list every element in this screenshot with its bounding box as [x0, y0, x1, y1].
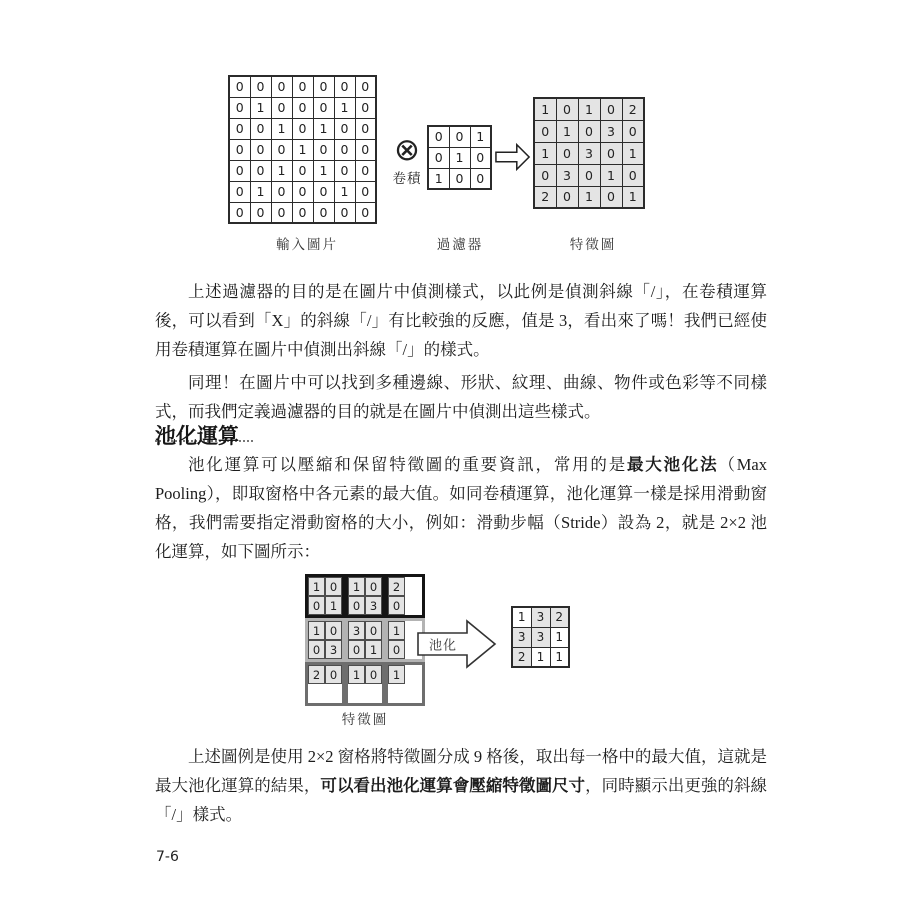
- grid-cell: 0: [388, 640, 405, 659]
- grid-cell: 3: [600, 120, 622, 142]
- grid-cell: 0: [229, 76, 250, 97]
- grid-cell: 1: [388, 665, 405, 684]
- grid-cell: 1: [250, 97, 271, 118]
- pooling-window: [305, 618, 345, 662]
- padding-cell: [365, 684, 382, 703]
- grid-row: [534, 120, 644, 142]
- grid-cell: 0: [355, 160, 376, 181]
- grid-row: [512, 607, 569, 627]
- grid-cell: 1: [348, 665, 365, 684]
- grid-row: [534, 142, 644, 164]
- grid-cell: 0: [556, 142, 578, 164]
- grid-cell: 0: [449, 126, 470, 147]
- grid-row: [229, 202, 376, 223]
- padding-cell: [348, 684, 365, 703]
- grid-cell: 1: [334, 181, 355, 202]
- pooling-intro-text: 池化運算可以壓縮和保留特徵圖的重要資訊，常用的是: [188, 455, 627, 474]
- grid-cell: 1: [534, 98, 556, 120]
- grid-cell: 1: [534, 142, 556, 164]
- grid-cell: 0: [325, 665, 342, 684]
- grid-cell: 2: [388, 577, 405, 596]
- padding-cell: [308, 684, 325, 703]
- grid-cell: 0: [348, 596, 365, 615]
- convolution-operator: [389, 132, 425, 187]
- padding-cell: [325, 684, 342, 703]
- grid-cell: 0: [325, 577, 342, 596]
- grid-cell: 0: [578, 120, 600, 142]
- grid-cell: 0: [292, 76, 313, 97]
- grid-cell: 1: [550, 627, 569, 647]
- grid-cell: 0: [355, 181, 376, 202]
- grid-cell: 0: [348, 640, 365, 659]
- grid-cell: 0: [449, 168, 470, 189]
- grid-cell: 0: [250, 160, 271, 181]
- pooling-result-text-cont: ，同時顯示出更強的斜線「/」樣式。: [155, 776, 768, 824]
- section-title-pooling: 池化運算: [155, 436, 253, 442]
- grid-cell: 0: [229, 160, 250, 181]
- grid-cell: 0: [600, 98, 622, 120]
- grid-row: [229, 76, 376, 97]
- grid-cell: 0: [470, 168, 491, 189]
- pooling-diagram: [155, 574, 767, 726]
- grid-cell: 0: [556, 98, 578, 120]
- grid-cell: 0: [229, 139, 250, 160]
- grid-cell: 0: [292, 181, 313, 202]
- input-image-label: 輸入圖片: [276, 237, 338, 253]
- grid-cell: 3: [348, 621, 365, 640]
- convolution-diagram: [155, 75, 767, 255]
- grid-cell: 0: [229, 118, 250, 139]
- grid-cell: 0: [355, 139, 376, 160]
- pooling-window: [305, 662, 345, 706]
- grid-cell: 1: [512, 607, 531, 627]
- grid-cell: 0: [313, 97, 334, 118]
- grid-cell: 0: [271, 97, 292, 118]
- section-heading-row: [155, 424, 767, 448]
- grid-cell: 0: [334, 202, 355, 223]
- grid-cell: 0: [271, 202, 292, 223]
- grid-cell: 0: [292, 118, 313, 139]
- grid-cell: 3: [556, 164, 578, 186]
- grid-cell: 0: [250, 118, 271, 139]
- grid-cell: 0: [355, 118, 376, 139]
- grid-cell: 1: [470, 126, 491, 147]
- grid-cell: 1: [348, 577, 365, 596]
- grid-cell: 0: [365, 621, 382, 640]
- pooled-result-grid: [511, 606, 570, 668]
- convolution-operator-label: 卷積: [392, 171, 422, 187]
- feature-map-window-blocks: [305, 574, 425, 706]
- grid-cell: 0: [355, 97, 376, 118]
- grid-cell: 3: [531, 607, 550, 627]
- pooling-result-text: 上述圖例是使用 2×2 窗格將特徵圖分成 9 格後，取出每一格中的最大值，這就是最大池化運算的結果，: [155, 747, 767, 795]
- grid-cell: 1: [600, 164, 622, 186]
- grid-cell: 1: [449, 147, 470, 168]
- grid-cell: 0: [600, 186, 622, 208]
- grid-row: [534, 164, 644, 186]
- grid-cell: 0: [334, 160, 355, 181]
- grid-cell: 0: [428, 126, 449, 147]
- grid-cell: 0: [365, 665, 382, 684]
- grid-cell: 0: [271, 139, 292, 160]
- grid-cell: 0: [271, 76, 292, 97]
- grid-cell: 0: [334, 139, 355, 160]
- grid-cell: 1: [334, 97, 355, 118]
- grid-cell: 0: [355, 202, 376, 223]
- grid-cell: 0: [292, 97, 313, 118]
- grid-cell: 0: [388, 596, 405, 615]
- grid-row: [428, 168, 491, 189]
- right-arrow-icon: [495, 142, 531, 172]
- grid-cell: 0: [334, 118, 355, 139]
- grid-cell: 1: [308, 577, 325, 596]
- grid-cell: 1: [308, 621, 325, 640]
- feature-map-grid: [533, 97, 645, 209]
- pooling-arrow-label: 池化: [428, 638, 457, 654]
- grid-cell: 1: [313, 160, 334, 181]
- grid-cell: 0: [250, 139, 271, 160]
- grid-row: [534, 98, 644, 120]
- grid-cell: 2: [534, 186, 556, 208]
- filter-label: 過濾器: [436, 237, 484, 253]
- pooling-window: [305, 574, 345, 618]
- grid-cell: 1: [388, 621, 405, 640]
- grid-cell: 1: [531, 647, 550, 667]
- paragraph-pooling-intro: [155, 450, 767, 566]
- grid-cell: 0: [355, 76, 376, 97]
- grid-cell: 1: [556, 120, 578, 142]
- grid-cell: 0: [292, 202, 313, 223]
- grid-cell: 2: [308, 665, 325, 684]
- grid-row: [534, 186, 644, 208]
- page-content: [155, 0, 767, 829]
- input-image-grid: [228, 75, 377, 224]
- padding-cell: [405, 596, 422, 615]
- pooling-window: [345, 618, 385, 662]
- paragraph-convolution-result: 上述過濾器的目的是在圖片中偵測樣式，以此例是偵測斜線「/」，在卷積運算後，可以看到「X」的斜線「/」有比較強的反應，值是 3，看出來了嗎！我們已經使用卷積運算在圖片中偵測出斜線「/」的樣式。: [155, 282, 767, 359]
- pooling-compress-bold: 可以看出池化運算會壓縮特徵圖尺寸: [320, 776, 586, 795]
- grid-cell: 0: [325, 621, 342, 640]
- grid-cell: 0: [229, 181, 250, 202]
- padding-cell: [388, 684, 405, 703]
- grid-cell: 1: [271, 160, 292, 181]
- grid-cell: 3: [325, 640, 342, 659]
- grid-cell: 0: [428, 147, 449, 168]
- grid-cell: 3: [365, 596, 382, 615]
- grid-cell: 0: [308, 596, 325, 615]
- grid-row: [512, 647, 569, 667]
- grid-cell: 0: [313, 202, 334, 223]
- grid-cell: 2: [550, 607, 569, 627]
- grid-cell: 3: [531, 627, 550, 647]
- grid-cell: 0: [292, 160, 313, 181]
- grid-cell: 0: [578, 164, 600, 186]
- grid-row: [512, 627, 569, 647]
- grid-row: [229, 139, 376, 160]
- circled-times-icon: ⊗: [394, 132, 420, 168]
- grid-cell: 1: [313, 118, 334, 139]
- grid-cell: 1: [271, 118, 292, 139]
- paragraph-pooling-result: [155, 742, 767, 829]
- grid-cell: 1: [428, 168, 449, 189]
- grid-cell: 0: [308, 640, 325, 659]
- grid-cell: 0: [600, 142, 622, 164]
- grid-row: [229, 181, 376, 202]
- max-pooling-bold-term: 最大池化法: [627, 455, 719, 474]
- grid-cell: 1: [578, 186, 600, 208]
- pooling-intro-text-cont: （Max Pooling），即取窗格中各元素的最大值。如同卷積運算，池化運算一樣是採用滑動窗格，我們需要指定滑動窗格的大小，例如：滑動步幅（Stride）設為 2，就是 2×2 池化運算，如下圖所示：: [155, 455, 768, 561]
- grid-cell: 0: [534, 120, 556, 142]
- grid-cell: 0: [556, 186, 578, 208]
- grid-cell: 3: [578, 142, 600, 164]
- grid-cell: 1: [550, 647, 569, 667]
- pooling-window: [385, 574, 425, 618]
- grid-cell: 0: [250, 76, 271, 97]
- grid-cell: 0: [229, 97, 250, 118]
- grid-cell: 0: [271, 181, 292, 202]
- feature-map-label: 特徵圖: [341, 712, 389, 728]
- grid-cell: 0: [470, 147, 491, 168]
- grid-cell: 3: [512, 627, 531, 647]
- grid-cell: 0: [229, 202, 250, 223]
- pooling-window: [345, 662, 385, 706]
- grid-cell: 0: [622, 120, 644, 142]
- grid-cell: 1: [365, 640, 382, 659]
- grid-row: [428, 147, 491, 168]
- grid-cell: 0: [313, 181, 334, 202]
- padding-cell: [405, 577, 422, 596]
- page-number: 7-6: [156, 849, 179, 865]
- grid-cell: 0: [365, 577, 382, 596]
- grid-cell: 1: [622, 186, 644, 208]
- grid-cell: 0: [622, 164, 644, 186]
- grid-cell: 0: [313, 139, 334, 160]
- grid-cell: 2: [622, 98, 644, 120]
- feature-map-label: 特徵圖: [569, 237, 617, 253]
- grid-cell: 1: [292, 139, 313, 160]
- grid-cell: 1: [325, 596, 342, 615]
- grid-cell: 2: [512, 647, 531, 667]
- grid-cell: 0: [334, 76, 355, 97]
- grid-cell: 0: [250, 202, 271, 223]
- grid-cell: 0: [534, 164, 556, 186]
- pooling-window: [345, 574, 385, 618]
- grid-row: [229, 97, 376, 118]
- paragraph-filters-purpose: 同理！在圖片中可以找到多種邊線、形狀、紋理、曲線、物件或色彩等不同樣式，而我們定義過濾器的目的就是在圖片中偵測出這些樣式。: [155, 373, 767, 421]
- padding-cell: [405, 684, 422, 703]
- grid-row: [229, 118, 376, 139]
- pooling-arrow: [417, 618, 497, 670]
- grid-cell: 0: [313, 76, 334, 97]
- grid-row: [428, 126, 491, 147]
- grid-row: [229, 160, 376, 181]
- grid-cell: 1: [578, 98, 600, 120]
- grid-cell: 1: [250, 181, 271, 202]
- filter-grid: [427, 125, 492, 190]
- grid-cell: 1: [622, 142, 644, 164]
